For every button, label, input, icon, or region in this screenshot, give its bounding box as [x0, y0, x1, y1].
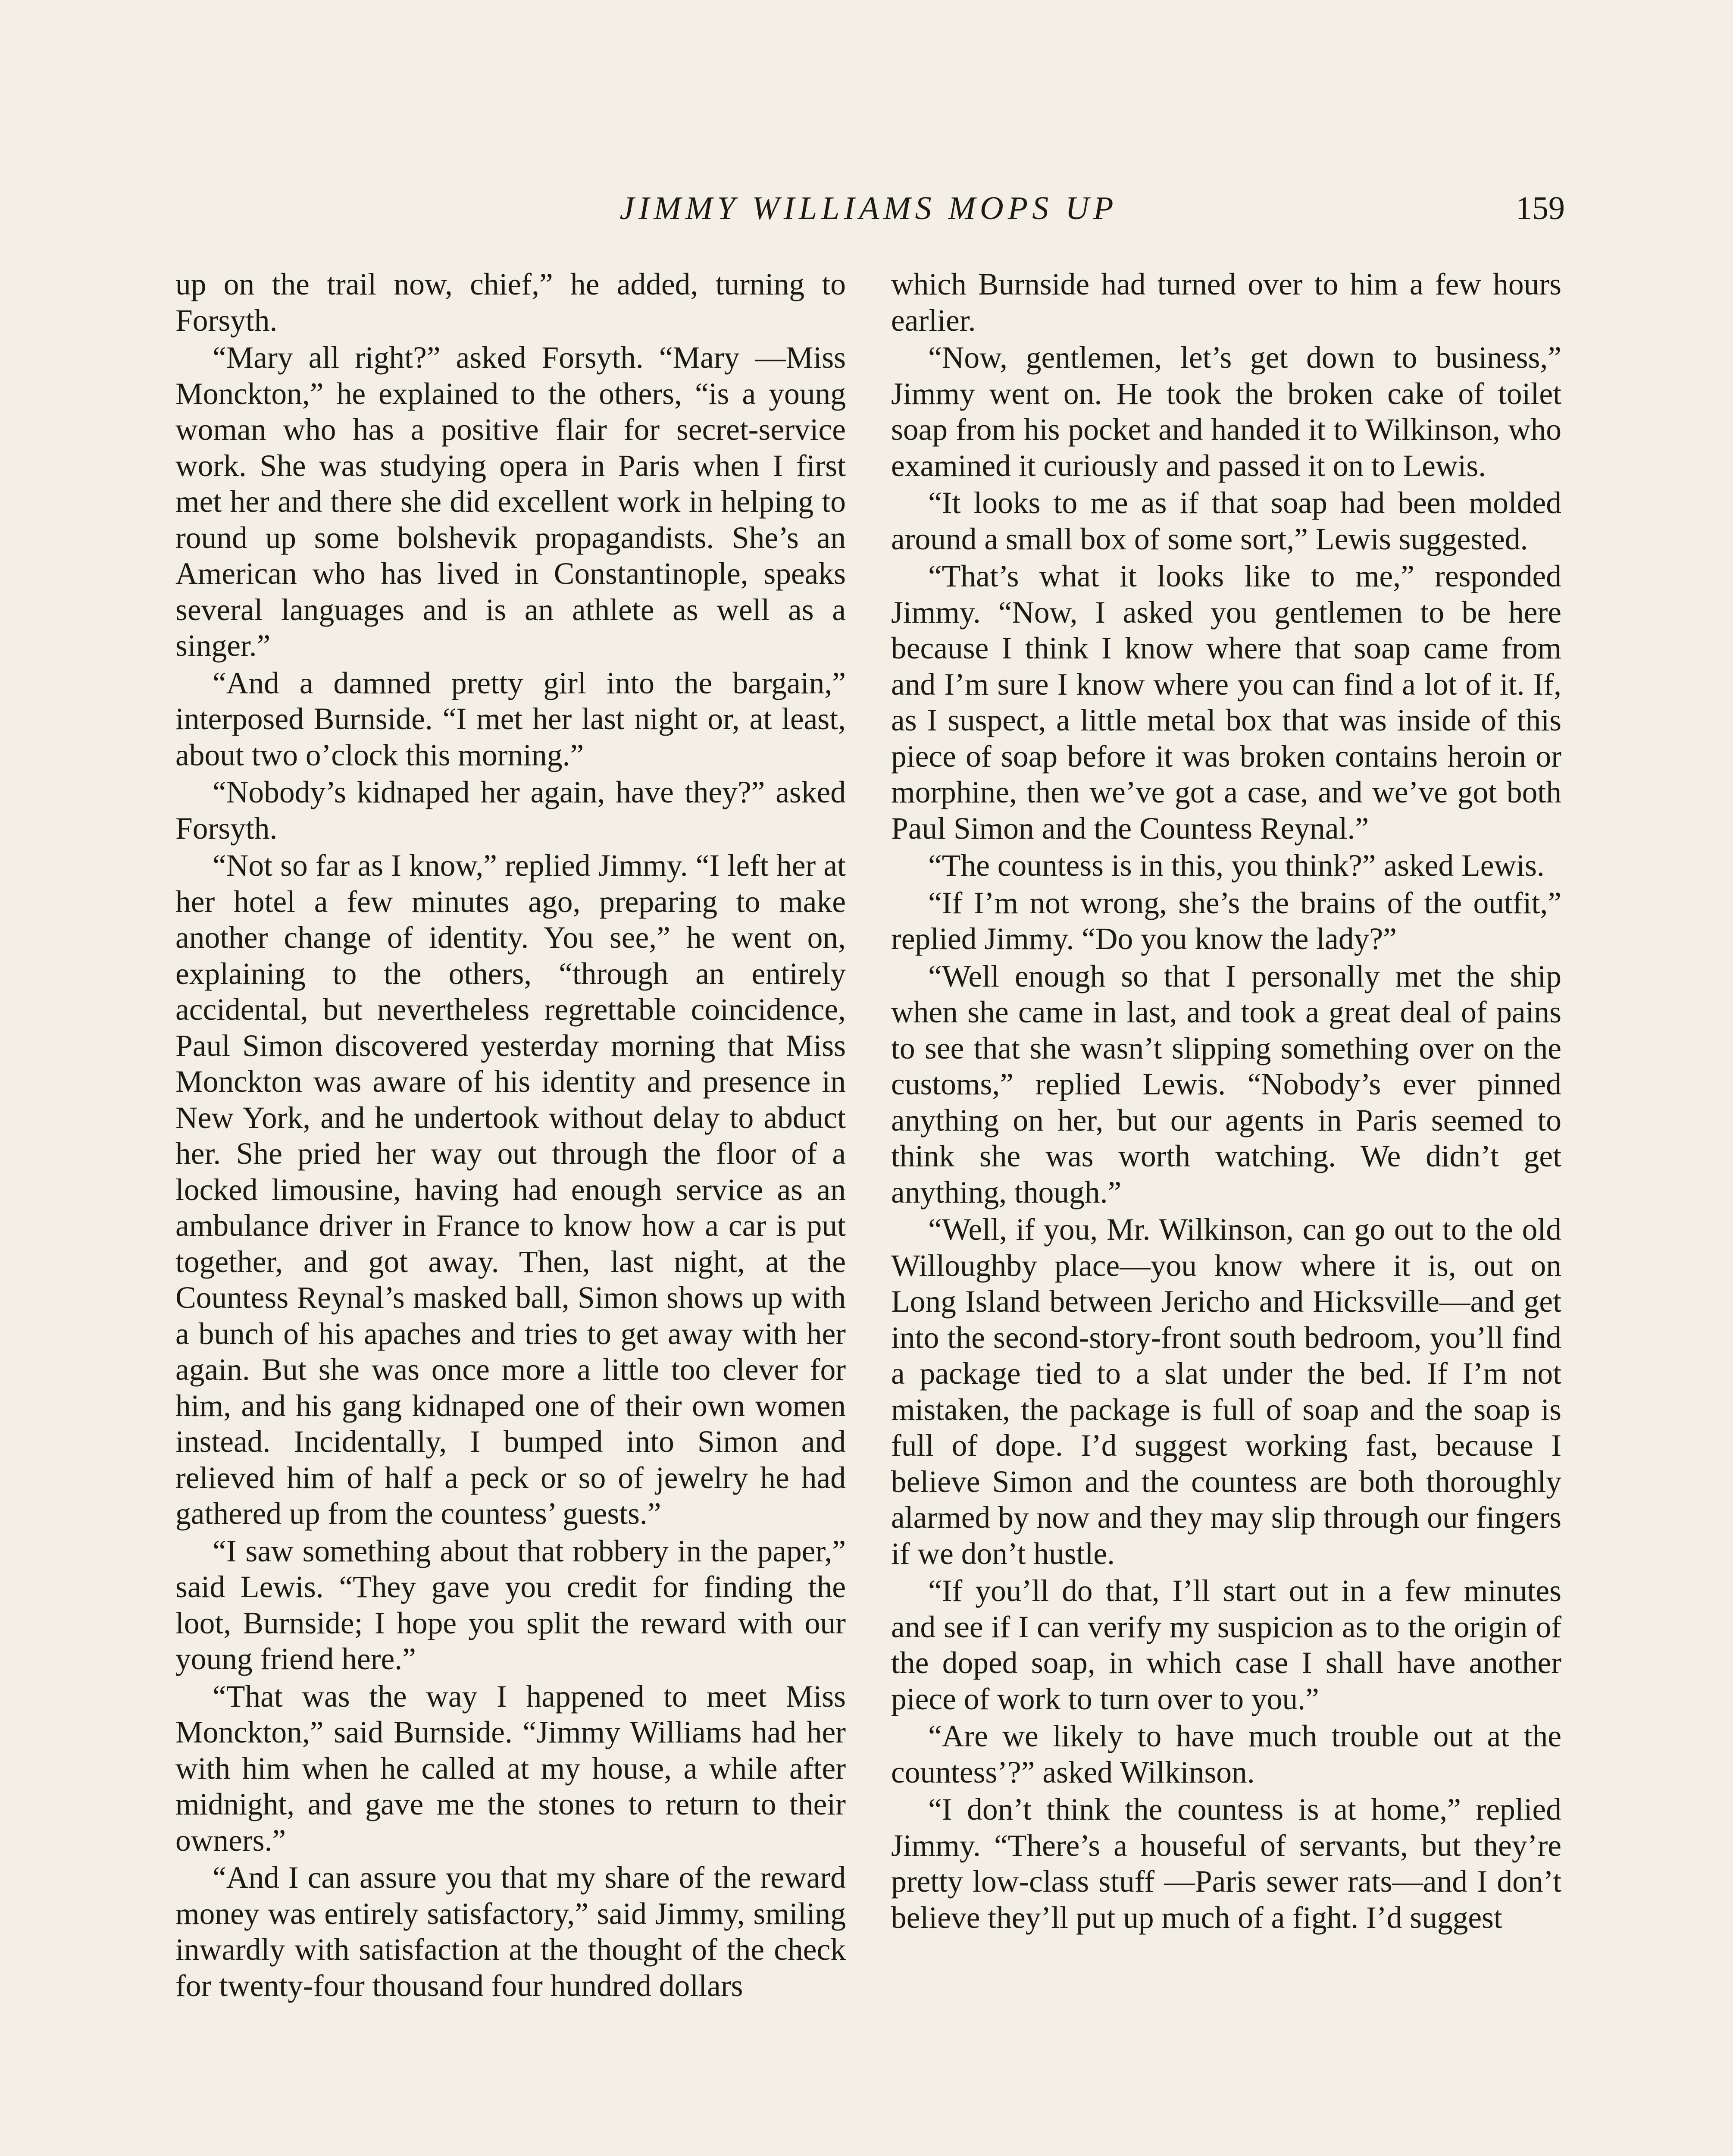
paragraph: “Well enough so that I personally met the ship when she came in last, and took a great deal of pains to see that she wasn’t slipping something over on the customs,” replied Lewis. “Nobody’s ever pinned anything on her, but our agents in Paris seemed to think she was worth watching. We didn’t get anything, though.”	[891, 959, 1561, 1210]
page-header	[172, 190, 1565, 241]
paragraph: “And a damned pretty girl into the bargain,” interposed Burnside. “I met her last night or, at least, about two o’clock this morning.”	[175, 666, 846, 772]
paragraph: which Burnside had turned over to him a few hours earlier.	[891, 267, 1561, 338]
paragraph: “I don’t think the countess is at home,” replied Jimmy. “There’s a houseful of servants, but they’re pretty low-class stuff —Paris sewer rats—and I don’t believe they’ll put up much of a fight. I’d suggest	[891, 1792, 1561, 1935]
paragraph: “Are we likely to have much trouble out at the countess’?” asked Wilkinson.	[891, 1719, 1561, 1789]
paragraph: “If you’ll do that, I’ll start out in a few minutes and see if I can verify my suspicion as to the origin of the doped soap, in which case I shall have another piece of work to turn over to you.”	[891, 1574, 1561, 1716]
left-text-column	[175, 266, 846, 2005]
page-number: 159	[1516, 190, 1565, 226]
paragraph: “And I can assure you that my share of the reward money was entirely satisfactory,” said Jimmy, smiling inwardly with satisfaction at the thought of the check for twenty-four thousand four hundred dollars	[175, 1861, 846, 2003]
paragraph: “Nobody’s kidnaped her again, have they?” asked Forsyth.	[175, 775, 846, 846]
paragraph: “Not so far as I know,” replied Jimmy. “I left her at her hotel a few minutes ago, preparing to make another change of identity. You see,” he went on, explaining to the others, “through an entirely accidental, but nevertheless regrettable coincidence, Paul Simon discovered yesterday morning that Miss Monckton was aware of his identity and presence in New York, and he undertook without delay to abduct her. She pried her way out through the floor of a locked limousine, having had enough service as an ambulance driver in France to know how a car is put together, and got away. Then, last night, at the Countess Reynal’s masked ball, Simon shows up with a bunch of his apaches and tries to get away with her again. But she was once more a little too clever for him, and his gang kidnaped one of their own women instead. Incidentally, I bumped into Simon and relieved him of half a peck or so of jewelry he had gathered up from the countess’ guests.”	[175, 849, 846, 1531]
paragraph: “If I’m not wrong, she’s the brains of the outfit,” replied Jimmy. “Do you know the lady?”	[891, 886, 1561, 956]
paragraph: “Well, if you, Mr. Wilkinson, can go out to the old Willoughby place—you know where it is, out on Long Island between Jericho and Hicksville—and get into the second-story-front south bedroom, you’ll find a package tied to a slat under the bed. If I’m not mistaken, the package is full of soap and the soap is full of dope. I’d suggest working fast, because I believe Simon and the countess are both thoroughly alarmed by now and they may slip through our fingers if we don’t hustle.	[891, 1213, 1561, 1571]
paragraph: “Now, gentlemen, let’s get down to business,” Jimmy went on. He took the broken cake of toilet soap from his pocket and handed it to Wilkinson, who examined it curiously and passed it on to Lewis.	[891, 341, 1561, 483]
paragraph: up on the trail now, chief,” he added, turning to Forsyth.	[175, 267, 846, 338]
paragraph: “It looks to me as if that soap had been molded around a small box of some sort,” Lewis suggested.	[891, 486, 1561, 556]
paragraph: “That’s what it looks like to me,” responded Jimmy. “Now, I asked you gentlemen to be here because I think I know where that soap came from and I’m sure I know where you can find a lot of it. If, as I suspect, a little metal box that was inside of this piece of soap before it was broken contains heroin or morphine, then we’ve got a case, and we’ve got both Paul Simon and the Countess Reynal.”	[891, 559, 1561, 846]
paragraph: “That was the way I happened to meet Miss Monckton,” said Burnside. “Jimmy Williams had her with him when he called at my house, a while after midnight, and gave me the stones to return to their owners.”	[175, 1679, 846, 1858]
paragraph: “The countess is in this, you think?” asked Lewis.	[928, 849, 1545, 883]
running-title: JIMMY WILLIAMS MOPS UP	[619, 190, 1118, 226]
right-text-column	[891, 266, 1561, 1937]
paragraph: “I saw something about that robbery in the paper,” said Lewis. “They gave you credit for finding the loot, Burnside; I hope you split the reward with our young friend here.”	[175, 1534, 846, 1676]
paragraph: “Mary all right?” asked Forsyth. “Mary —Miss Monckton,” he explained to the others, “is a young woman who has a positive flair for secret-service work. She was studying opera in Paris when I first met her and there she did excellent work in helping to round up some bolshevik propagandists. She’s an American who has lived in Constantinople, speaks several languages and is an athlete as well as a singer.”	[175, 341, 846, 663]
